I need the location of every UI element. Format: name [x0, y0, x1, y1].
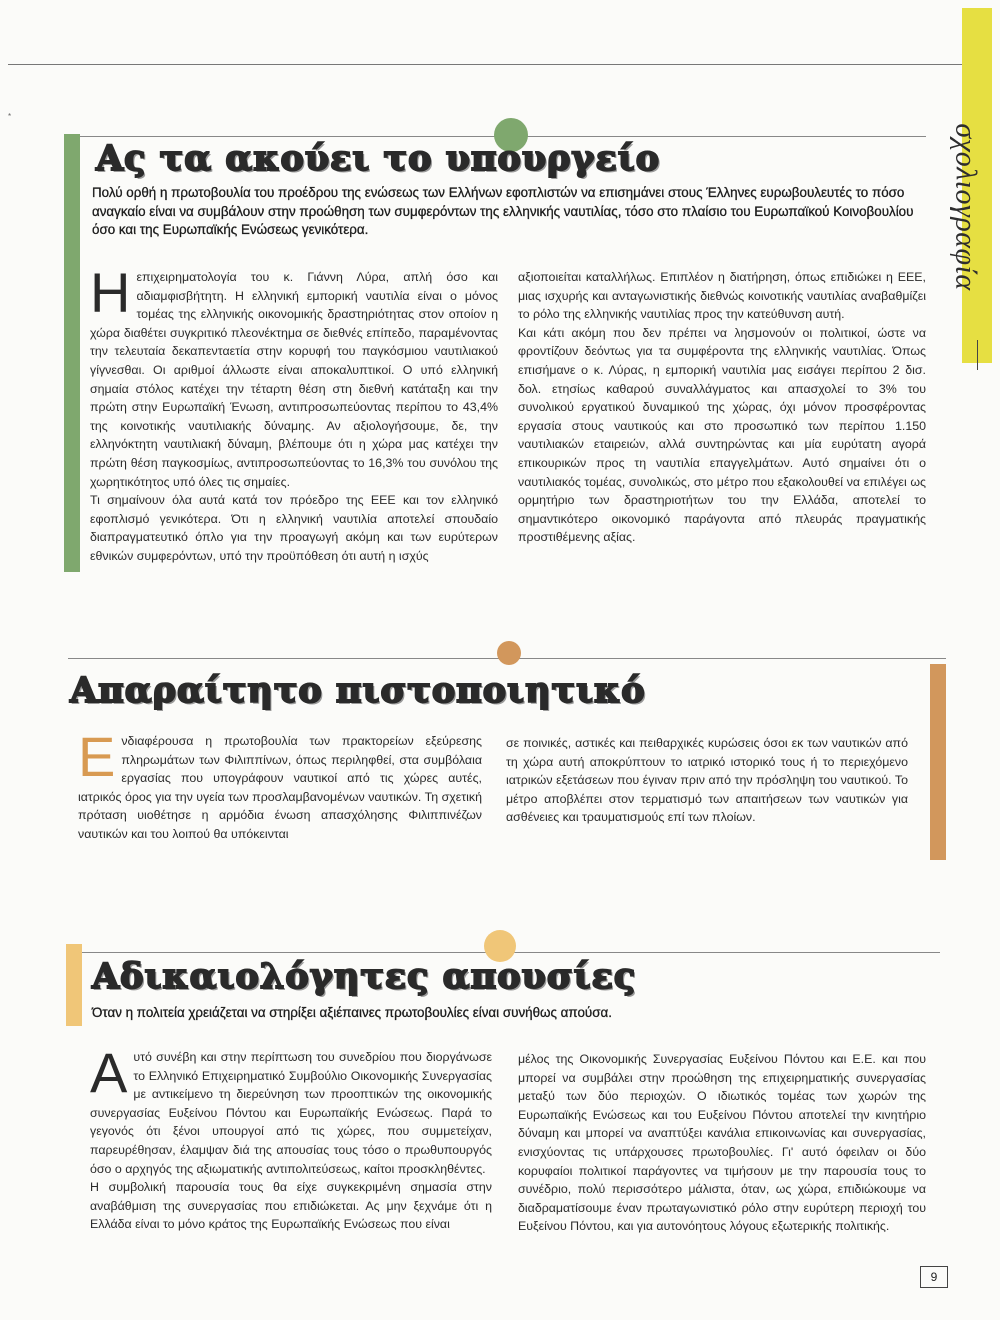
section3-accent-bar [66, 944, 82, 1026]
section3-paragraph [90, 1041, 492, 1178]
section1-column-1 [90, 261, 498, 566]
section1-paragraph: Τι σημαίνουν όλα αυτά κατά τον πρόεδρο της ΕΕΕ και τον ελληνικό εφοπλισμό γενικότερα. Ότι η ελληνική ναυτιλία αποτελεί σπουδαίο διαπραγματευτικό όπλο για την προαγωγή ακόμη και των ευρύτερων εθνικών συμφερόντων, υπό την προϋπόθεση ότι αυτή η ισχύς [90, 493, 498, 563]
section3-title: Αδικαιολόγητες απουσίες [92, 956, 637, 997]
side-rule [977, 340, 978, 370]
section3-col1-text: υτό συνέβη και στην περίπτωση του συνεδρίου που διοργάνωσε το Ελληνικό Επιχειρηματικό Συμβούλιο Οικονομικής Συνεργασίας με αντικείμενο τη διερεύνηση των προοπτικών της οικονομικής συνεργασίας Ευξείνου Πόντου και Ευρωπαϊκής Ενώσεως. Παρά το γεγονός ότι ξένοι υπουργοί από τις χώρες, που συμμετείχαν, παρευρέθησαν, έλαμψαν διά της απουσίας τους τόσο ο πρωθυπουργός όσο ο αρχηγός της αξιωματικής αντιπολιτεύσεως, καίτοι προσκληθέντες. [90, 1050, 492, 1176]
page-number: 9 [920, 1266, 948, 1288]
section1-dropcap: Η [90, 261, 131, 324]
top-rule [8, 64, 968, 65]
section1-lead: Πολύ ορθή η πρωτοβουλία του προέδρου της ενώσεως των Ελλήνων εφοπλιστών να επισημάνει στους Έλληνες ευρωβουλευτές το πόσο αναγκαίο είναι να συμβάλουν στην προώθηση των συμφερόντων της ελληνικής ναυτιλίας, τόσο στο πλαίσιο του Ευρωπαϊκού Κοινοβουλίου όσο και της Ευρωπαϊκής Ενώσεως γενικότερα. [92, 185, 914, 237]
section2-col1-text: νδιαφέρουσα η πρωτοβουλία των πρακτορείων εξεύρεσης πληρωμάτων των Φιλιππίνων, όπως περιληφθεί, στα συμβόλαια εργασίας που υπογράφουν ναυτικοί από τις χώρες αυτές, ιατρικός όρος για την υγεία των προσλαμβανομένων ναυτικών. Τη σχετική πρόταση υιοθέτησε η αρμόδια ένωση απασχόλησης Φιλιππινέζων ναυτικών και του λοιπού θα υπόκεινται [78, 734, 482, 841]
section2-accent-bar [930, 664, 946, 860]
section2-paragraph: σε ποινικές, αστικές και πειθαρχικές κυρώσεις όσοι εκ των ναυτικών από τη χώρα αυτή αποκρύπτουν το ιατρικό ιστορικό τους ή το περιεχόμενο ιατρικών εξετάσεων που έγιναν πριν από την πρόσληψη του ναυτικού. Το μέτρο αποβλέπει στον τερματισμό των απαιτήσεων των ναυτικών για ασθένειες και τραυματισμούς επί των πλοίων. [506, 736, 908, 825]
section1-paragraph: Και κάτι ακόμη που δεν πρέπει να λησμονούν οι πολιτικοί, ώστε να φροντίζουν δεόντως για τα συμφέροντα της ελληνικής ναυτιλίας. Όπως επισήμανε ο κ. Λύρας, η εμπορική ναυτιλία μας εισάγει περίπου 2 δισ. δολ. ετησίως καθαρού συναλλάγματος και απασχολεί το 3% του συνολικού εργατικού δυναμικού της χώρας, όχι μόνον προσφέροντας εργασία στους ναυτικούς και στο προσωπικό των περίπου 1.150 ναυτιλιακών εταιρειών, αλλά συντηρώντας και μία ευρύτατη αγορά επικουρικών προς τη ναυτιλία επαγγελμάτων. Αυτό σημαίνει ότι ο ναυτιλιακός τομέας, συνολικώς, στο μέτρο που εξακολουθεί να επιλέγει ως ορμητήριο των δραστηριοτήτων του την Ελλάδα, αποτελεί το σημαντικότερο οικονομικό παράγοντα από πλευράς πραγματικής προστιθέμενης αξίας. [518, 325, 926, 545]
section3-column-2 [518, 1050, 926, 1236]
section2-dropcap: Ε [78, 725, 116, 788]
section1-paragraph: αξιοποιείται καταλλήλως. Επιπλέον η διατήρηση, όπως επιδιώκει η ΕΕΕ, μιας ισχυρής και ανταγωνιστικής διεθνώς κοινοτικής ναυτιλίας αναβαθμίζει το ρόλο της ελληνικής ναυτιλίας προς την κατεύθυνση αυτή. [518, 270, 926, 322]
margin-mark: * [8, 112, 12, 121]
section2-column-2 [506, 734, 908, 827]
section2-title: Απαραίτητο πιστοποιητικό [70, 670, 646, 711]
section3-lead: Όταν η πολιτεία χρειάζεται να στηρίξει αξιέπαινες πρωτοβουλίες είναι συνήθως απούσα. [92, 1005, 612, 1020]
side-section-text: σχολιογραφία [950, 123, 983, 291]
section1-accent-bar [64, 134, 80, 572]
section3-column-1 [90, 1041, 492, 1234]
section2-accent-dot [497, 641, 521, 665]
section1-title: Ας τα ακούει το υπουργείο [96, 138, 661, 179]
section3-paragraph: Η συμβολική παρουσία τους θα είχε συγκεκριμένη σημασία στην αναβάθμιση της συνεργασίας που επιδιώκεται. Ας μην ξεχνάμε ότι η Ελλάδα είναι το μόνο κράτος της Ευρωπαϊκής Ενώσεως που είναι [90, 1180, 492, 1232]
section1-column-2 [518, 268, 926, 547]
side-section-label [940, 72, 992, 342]
section1-paragraph [90, 261, 498, 491]
section2-column-1 [78, 725, 482, 844]
section1-col1-text: επιχειρηματολογία του κ. Γιάννη Λύρα, απλή όσο και αδιαμφισβήτητη. Η ελληνική εμπορική ναυτιλία είναι ο μόνος τομέας της ελληνικής οικονομικής δραστηριότητας στον οποίον η χώρα διαθέτει συγκριτικό πλεονέκτημα σε διεθνές επίπεδο, παραμένοντας την τελευταία δεκαπενταετία στην κορυφή του παγκόσμιου ναυτιλιακού γίγνεσθαι. Οι αριθμοί άλλωστε είναι αποκαλυπτικοί. Ο υπό ελληνική σημαία στόλος κατέχει την τέταρτη θέση στη διεθνή κατάταξη και την πρώτη στην Ευρωπαϊκή Ένωση, αντιπροσωπεύοντας περίπου το 43,4% της κοινοτικής ναυτιλιακής δύναμης. Αν αξιολογήσουμε, δε, την ελληνόκτητη ναυτιλιακή δύναμη, βλέπουμε ότι η χώρα μας κατέχει την πρώτη θέση παγκοσμίως, αντιπροσωπεύοντας το 16,3% του συνόλου της χωρητικότητος υπό όλες τις σημαίες. [90, 270, 498, 489]
section2-paragraph [78, 725, 482, 844]
section3-paragraph: μέλος της Οικονομικής Συνεργασίας Ευξείνου Πόντου και Ε.Ε. και που μπορεί να συμβάλει στην προώθηση της επιχειρηματικής συνεργασίας μεταξύ των δύο περιοχών. Ο ιδιωτικός τομέας των χωρών της Ευρωπαϊκής Ενώσεως και του Ευξείνου Πόντου αποτελεί την κινητήριο δύναμη και μπορεί να αναπτύξει κανάλια επικοινωνίας και συνεργασίας, ενισχύοντας τις υπάρχουσες πρωτοβουλίες. Γι' αυτό όφειλαν οι δύο κορυφαίοι πολιτικοί παράγοντες να τιμήσουν με την παρουσία τους το συνέδριο, πολύ περισσότερο μάλιστα, όταν, ως χώρα, επιδιώκουμε να διαδραματίσουμε έναν πρωταγωνιστικό ρόλο στην ευρύτερη περιοχή του Ευξείνου Πόντου, και για αυτονόητους λόγους εξωτερικής πολιτικής. [518, 1052, 926, 1234]
section3-dropcap: Α [90, 1041, 128, 1104]
